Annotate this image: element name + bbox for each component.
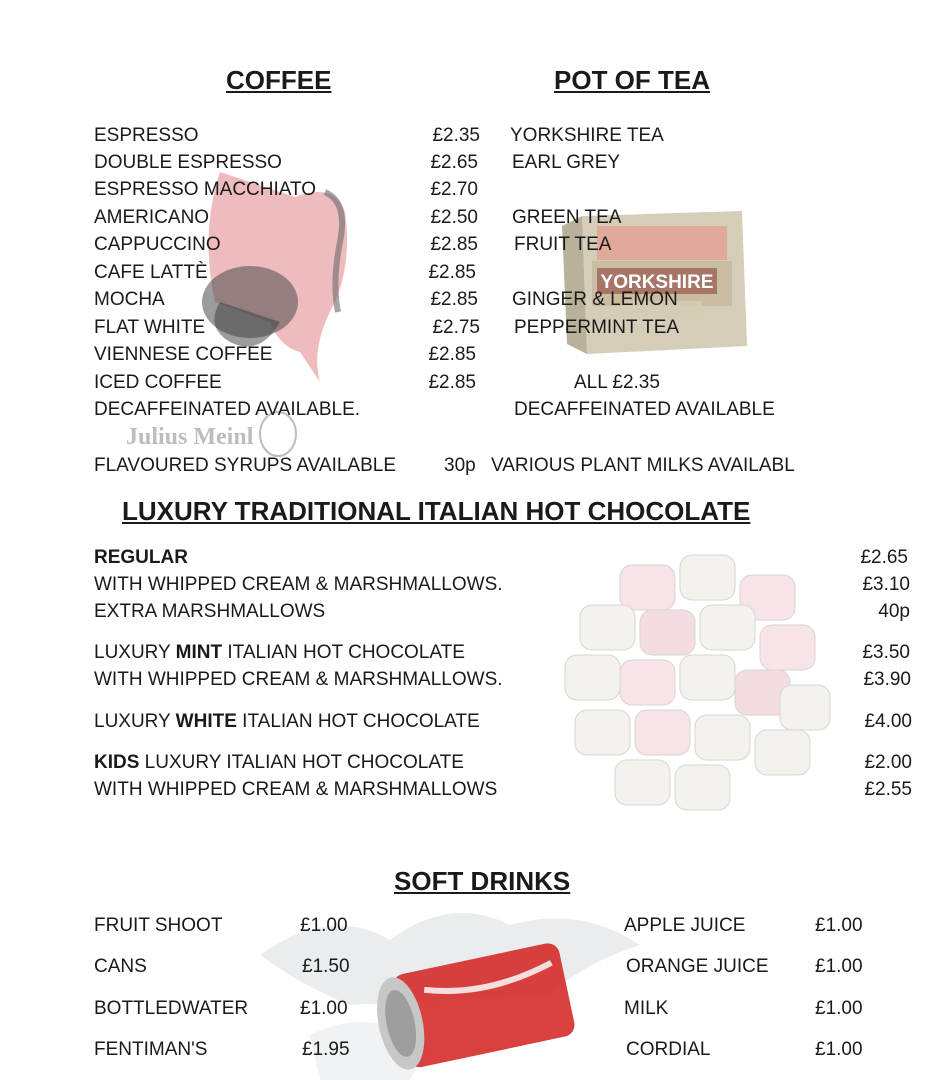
mint-suffix: ITALIAN HOT CHOCOLATE [222, 642, 465, 663]
soft-drink-name: BOTTLEDWATER [94, 998, 249, 1019]
kids-suffix: LUXURY ITALIAN HOT CHOCOLATE [139, 752, 464, 773]
tea-item: GREEN TEA [512, 207, 622, 228]
soft-drink-price: £1.50 [302, 956, 350, 977]
white-price: £4.00 [864, 711, 912, 732]
coffee-item-name: DOUBLE ESPRESSO [94, 152, 282, 173]
mint-hot-chocolate-label [94, 642, 465, 664]
soft-drink-price: £1.00 [815, 1039, 863, 1060]
tea-item: EARL GREY [512, 152, 621, 173]
marshmallows-image-icon [560, 545, 840, 815]
mint-prefix: LUXURY [94, 642, 176, 663]
coffee-item-name: ESPRESSO MACCHIATO [94, 179, 317, 200]
extra-marshmallows-price: 40p [878, 601, 910, 622]
coffee-item-price: £2.85 [428, 344, 476, 365]
white-bold: WHITE [175, 711, 237, 732]
tea-all-price: ALL £2.35 [574, 372, 660, 393]
soft-drink-name: CORDIAL [626, 1039, 711, 1060]
soft-drink-name: FENTIMAN'S [94, 1039, 208, 1060]
kids-cream-label: WITH WHIPPED CREAM & MARSHMALLOWS [94, 779, 498, 800]
regular-label: REGULAR [94, 547, 188, 568]
syrups-note: FLAVOURED SYRUPS AVAILABLE [94, 455, 396, 476]
tea-item: FRUIT TEA [514, 234, 612, 255]
tea-item: GINGER & LEMON [512, 289, 678, 310]
coffee-item-name: CAPPUCCINO [94, 234, 221, 255]
tea-decaf-note: DECAFFEINATED AVAILABLE [514, 399, 775, 420]
coffee-item-price: £2.70 [430, 179, 478, 200]
coffee-decaf-note: DECAFFEINATED AVAILABLE. [94, 399, 361, 420]
coffee-item-name: ICED COFFEE [94, 372, 222, 393]
coffee-item-name: ESPRESSO [94, 125, 199, 146]
coffee-item-price: £2.75 [432, 317, 480, 338]
mint-cream-label: WITH WHIPPED CREAM & MARSHMALLOWS. [94, 669, 503, 690]
extra-marshmallows-label: EXTRA MARSHMALLOWS [94, 601, 326, 622]
regular-cream-price: £3.10 [862, 574, 910, 595]
regular-cream-label: WITH WHIPPED CREAM & MARSHMALLOWS. [94, 574, 503, 595]
coffee-item-price: £2.85 [430, 234, 478, 255]
white-suffix: ITALIAN HOT CHOCOLATE [236, 711, 480, 732]
soft-drink-price: £1.00 [300, 998, 348, 1019]
kids-hot-chocolate-label [94, 752, 464, 774]
coffee-item-name: FLAT WHITE [94, 317, 206, 338]
syrups-price: 30p [444, 455, 476, 476]
kids-bold: KIDS [94, 752, 140, 773]
soft-drink-name: FRUIT SHOOT [94, 915, 223, 936]
soft-drink-name: CANS [94, 956, 147, 977]
mint-cream-price: £3.90 [863, 669, 911, 690]
white-hot-chocolate-label [94, 711, 480, 733]
coffee-item-price: £2.35 [432, 125, 480, 146]
soft-drink-price: £1.00 [815, 915, 863, 936]
tea-heading: POT OF TEA [554, 65, 710, 95]
tea-item: PEPPERMINT TEA [514, 317, 680, 338]
soft-drink-name: MILK [624, 998, 669, 1019]
white-prefix: LUXURY [94, 711, 176, 732]
julius-meinl-logo-text: Julius Meinl [126, 424, 254, 450]
coffee-item-name: AMERICANO [94, 207, 210, 228]
soft-drink-name: APPLE JUICE [624, 915, 746, 936]
plant-milks-note: VARIOUS PLANT MILKS AVAILABL [491, 455, 795, 476]
soft-drink-price: £1.00 [815, 956, 863, 977]
coffee-item-price: £2.50 [430, 207, 478, 228]
kids-price: £2.00 [864, 752, 912, 773]
coffee-heading: COFFEE [226, 65, 332, 95]
soft-drink-price: £1.00 [300, 915, 348, 936]
mint-bold: MINT [175, 642, 223, 663]
soft-drink-name: ORANGE JUICE [626, 956, 769, 977]
coffee-item-price: £2.85 [430, 289, 478, 310]
kids-cream-price: £2.55 [864, 779, 912, 800]
coffee-item-price: £2.85 [428, 372, 476, 393]
regular-price: £2.65 [860, 547, 908, 568]
coffee-item-name: MOCHA [94, 289, 165, 310]
mint-price: £3.50 [862, 642, 910, 663]
soft-drink-price: £1.00 [815, 998, 863, 1019]
yorkshire-box-label: YORKSHIRE [600, 272, 714, 293]
coffee-item-price: £2.85 [428, 262, 476, 283]
coffee-item-price: £2.65 [430, 152, 478, 173]
hot-chocolate-heading: LUXURY TRADITIONAL ITALIAN HOT CHOCOLATE [122, 496, 751, 526]
coffee-item-name: CAFE LATTÈ [94, 262, 208, 283]
soft-drinks-heading: SOFT DRINKS [394, 866, 571, 896]
coffee-item-name: VIENNESE COFFEE [94, 344, 273, 365]
soft-drink-price: £1.95 [302, 1039, 350, 1060]
tea-item: YORKSHIRE TEA [510, 125, 664, 146]
